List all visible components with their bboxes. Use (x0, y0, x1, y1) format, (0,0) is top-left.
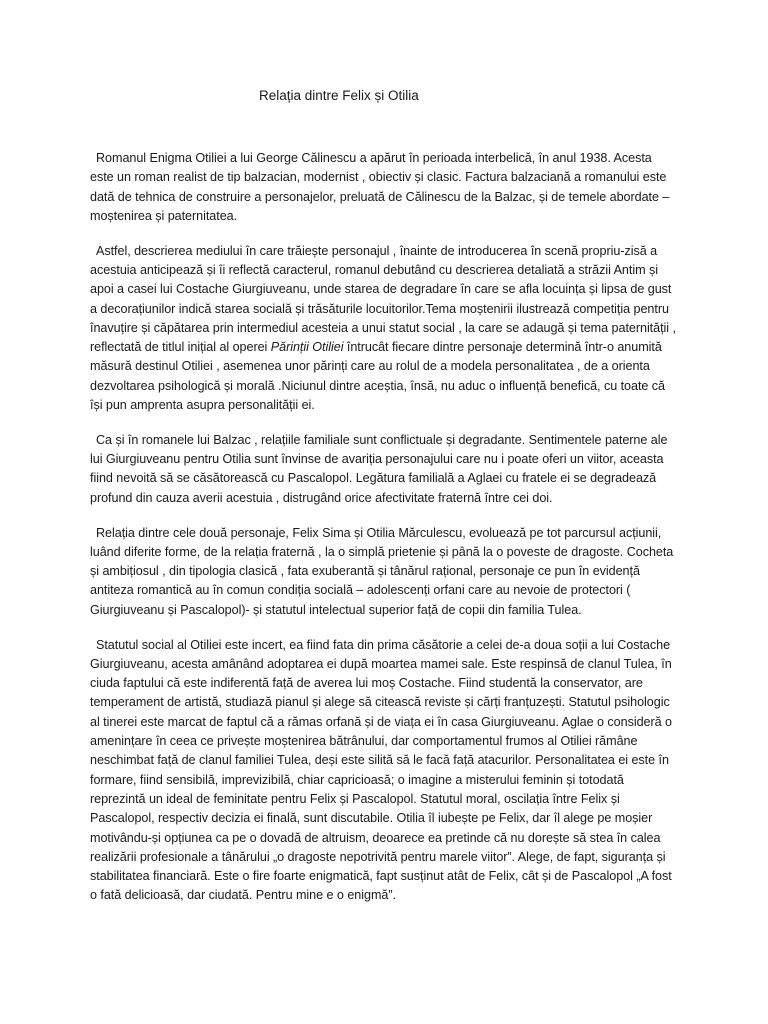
paragraph-themes-text-after: întrucât fiecare dintre personaje determină într-o anumită măsură destinul Otiliei , asemenea unor părinți care au rolul de a modela personalitatea , de a orienta dezvoltarea psihologică și morală .Niciunul dintre aceștia, însă, nu aduc o influență benefică, cu toate că își pun amprenta asupra personalității ei. (90, 340, 666, 413)
document-title: Relația dintre Felix și Otilia (259, 88, 419, 103)
paragraph-themes-text: Astfel, descrierea mediului în care trăiește personajul , înainte de introducerea în scenă propriu-zisă a acestuia anticipează și îi reflectă caracterul, romanul debutând cu descrierea detaliată a străzii Antim și apoi a casei lui Costache Giurgiuveanu, unde starea de degradare în care se afla locuința și lipsa de gust a decorațiunilor indică starea socială și trăsăturile locuitorilor.Tema moștenirii ilustrează competiția pentru înavuțire și căpătarea prin intermediul acesteia a unui statut social , la care se adaugă și tema paternității , reflectată de titlul inițial al operei (90, 243, 676, 355)
paragraph-otilia-status: Statutul social al Otiliei este incert, ea fiind fata din prima căsătorie a celei de-a doua soții a lui Costache Giurgiuveanu, acesta amânând adoptarea ei după moartea mamei sale. Este respinsă de clanul Tulea, în ciuda faptului că este indiferentă față de averea lui moș Costache. Fiind studentă la conservator, are temperament de artistă, studiază pianul și alege să citească reviste și cărți franțuzești. Statutul psihologic al tinerei este marcat de faptul că a rămas orfană și de viața ei în casa Giurgiuveanu. Aglae o consideră o amenințare în ceea ce privește moștenirea bătrânului, dar comportamentul frumos al Otiliei rămâne neschimbat față de clanul familiei Tulea, deși este silită să le facă față atacurilor. Personalitatea ei este în formare, fiind sensibilă, imprevizibilă, chiar capricioasă; o imagine a misterului feminin și totodată reprezintă un ideal de feminitate pentru Felix și Pascalopol. Statutul moral, oscilația între Felix și Pascalopol, respectiv decizia ei finală, sunt discutabile. Otilia îl iubește pe Felix, dar îl alege pe moșier motivându-și opțiunea ca pe o dovadă de altruism, deoarece ea pretinde că nu dorește să stea în calea realizării profesionale a tânărului „o dragoste nepotrivită pentru marele viitor”. Alege, de fapt, siguranța și stabilitatea financiară. Este o fire foarte enigmatică, fapt susținut atât de Felix, cât și de Pascalopol „A fost o fată delicioasă, dar ciudată. Pentru mine e o enigmă”. (90, 637, 672, 903)
paragraph-themes-italic-title: Părinții Otiliei (270, 340, 344, 355)
paragraph-intro: Romanul Enigma Otiliei a lui George Călinescu a apărut în perioada interbelică, în anul 1938. Acesta este un roman realist de tip balzacian, modernist , obiectiv și clasic. Factura balzaciană a romanului este dată de tehnica de construire a personajelor, preluată de Călinescu de la Balzac, și de temele abordate – moștenirea și paternitatea. (90, 151, 670, 223)
paragraph-family-relations: Ca și în romanele lui Balzac , relațiile familiale sunt conflictuale și degradante. Sentimentele paterne ale lui Giurgiuveanu pentru Otilia sunt învinse de avariția personajului care nu i poate oferi un viitor, aceasta fiind nevoită să se căsătorească cu Pascalopol. Legătura familială a Aglaei cu fratele ei se degradează profund din cauza averii acestuia , distrugând orice afectivitate fraternă între cei doi. (90, 432, 668, 505)
paragraph-themes (90, 242, 678, 416)
paragraph-felix-otilia: Relația dintre cele două personaje, Felix Sima și Otilia Mărculescu, evoluează pe tot parcursul acțiunii, luând diferite forme, de la relația fraternă , la o simplă prietenie și până la o poveste de dragoste. Cocheta și ambițiosul , din tipologia clasică , fata exuberantă și tânărul rațional, personaje ce pun în evidență antiteza romantică au în comun condiția socială – adolescenți orfani care au nevoie de protectori ( Giurgiuveanu și Pascalopol)- și statutul intelectual superior față de copii din familia Tulea. (90, 525, 674, 617)
document-body (90, 149, 678, 921)
